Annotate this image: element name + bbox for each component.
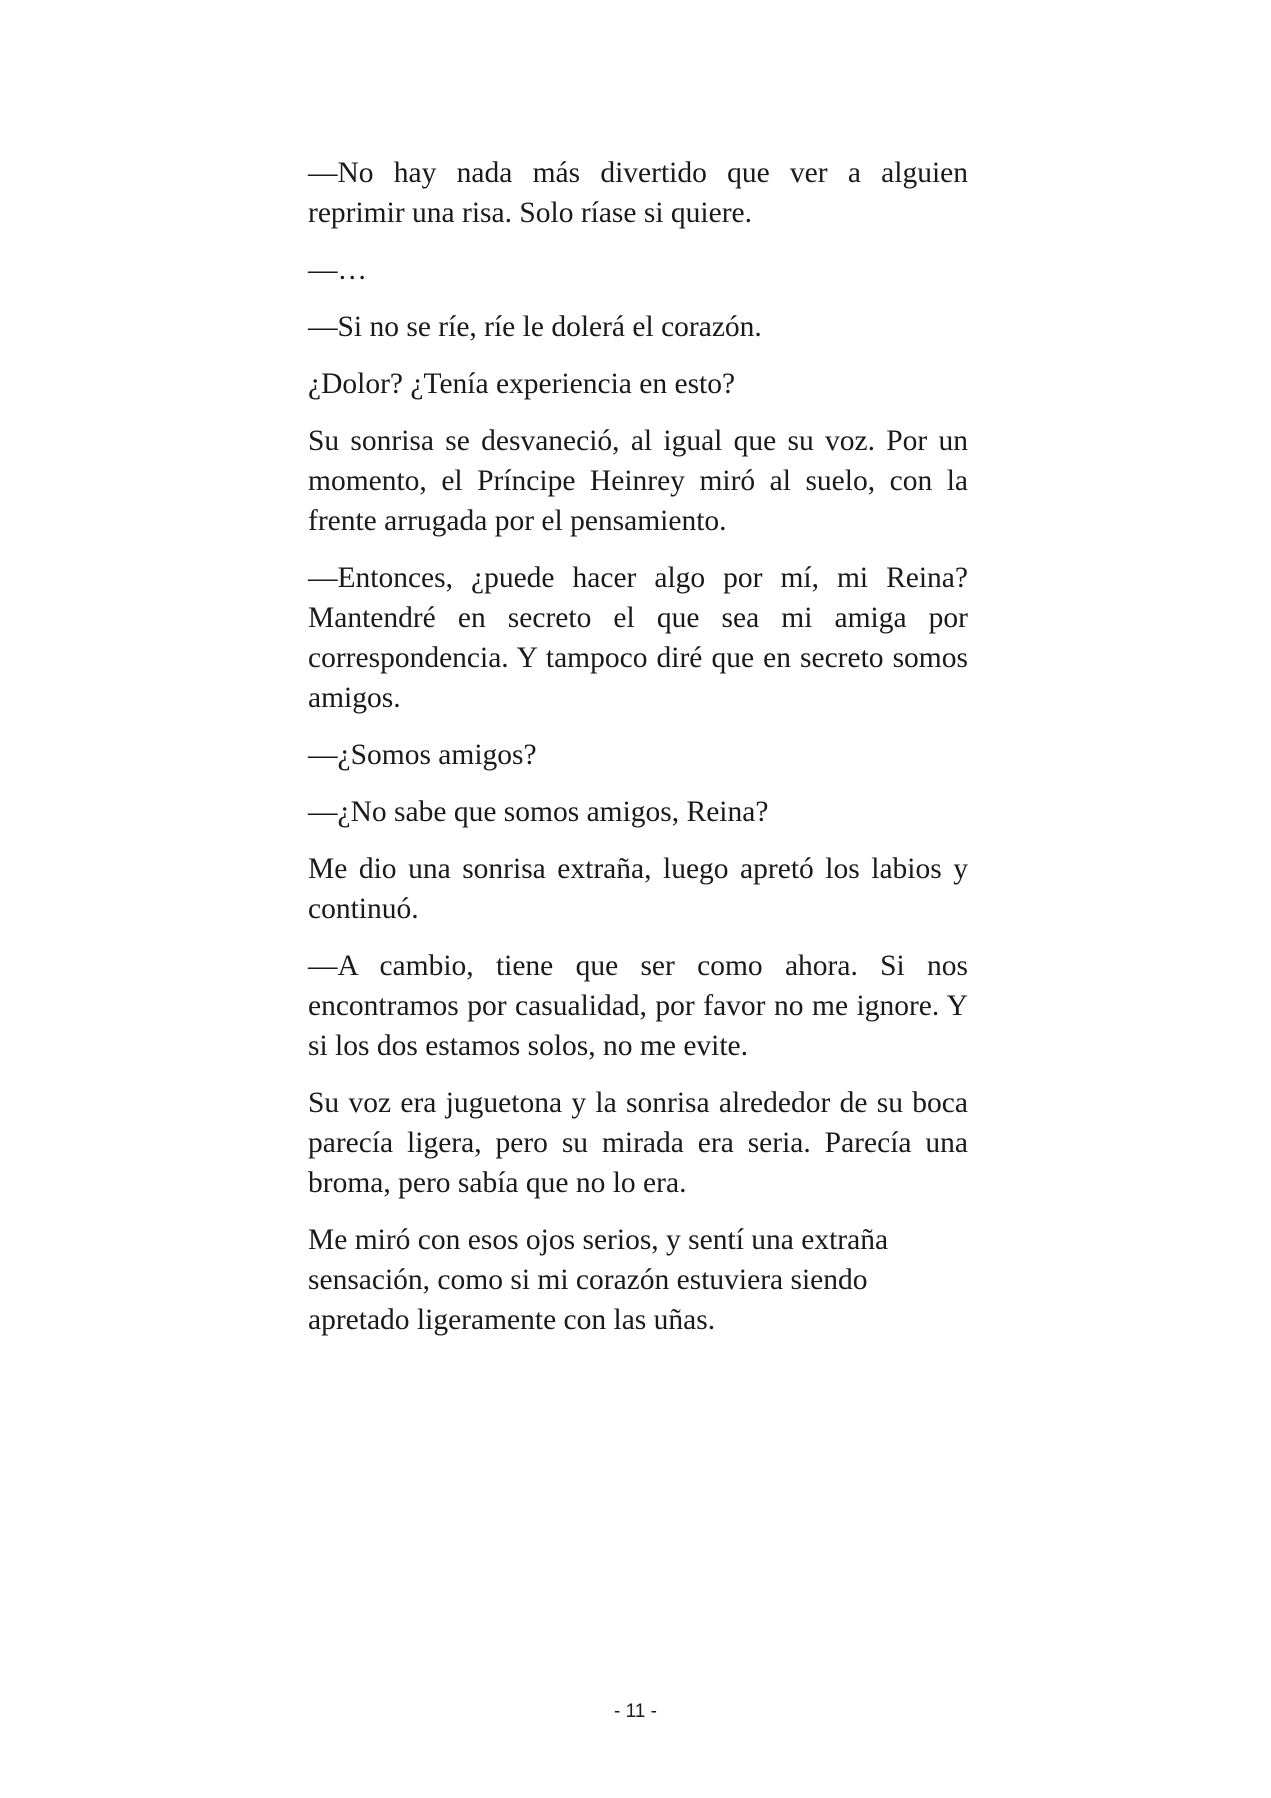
paragraph: Me dio una sonrisa extraña, luego apretó los labios y continuó.: [308, 853, 968, 925]
paragraph: —¿Somos amigos?: [308, 739, 537, 771]
paragraph: ¿Dolor? ¿Tenía experiencia en esto?: [308, 368, 736, 400]
paragraph: —…: [308, 254, 367, 286]
paragraph: —¿No sabe que somos amigos, Reina?: [308, 796, 769, 828]
body-text: [308, 153, 968, 1357]
paragraph: —Si no se ríe, ríe le dolerá el corazón.: [308, 311, 762, 343]
paragraph: —No hay nada más divertido que ver a alguien reprimir una risa. Solo ríase si quiere.: [308, 157, 968, 229]
paragraph: Su voz era juguetona y la sonrisa alrededor de su boca parecía ligera, pero su mirada era seria. Parecía una broma, pero sabía que no lo era.: [308, 1087, 968, 1199]
page-number: - 11 -: [614, 1701, 657, 1722]
paragraph: —Entonces, ¿puede hacer algo por mí, mi Reina? Mantendré en secreto el que sea mi amiga por correspondencia. Y tampoco diré que en secreto somos amigos.: [308, 562, 968, 714]
paragraph: Su sonrisa se desvaneció, al igual que su voz. Por un momento, el Príncipe Heinrey miró al suelo, con la frente arrugada por el pensamiento.: [308, 425, 968, 537]
paragraph: Me miró con esos ojos serios, y sentí una extraña sensación, como si mi corazón estuviera siendo apretado ligeramente con las uñas.: [308, 1224, 889, 1336]
paragraph: —A cambio, tiene que ser como ahora. Si nos encontramos por casualidad, por favor no me ignore. Y si los dos estamos solos, no me evite.: [308, 950, 968, 1062]
